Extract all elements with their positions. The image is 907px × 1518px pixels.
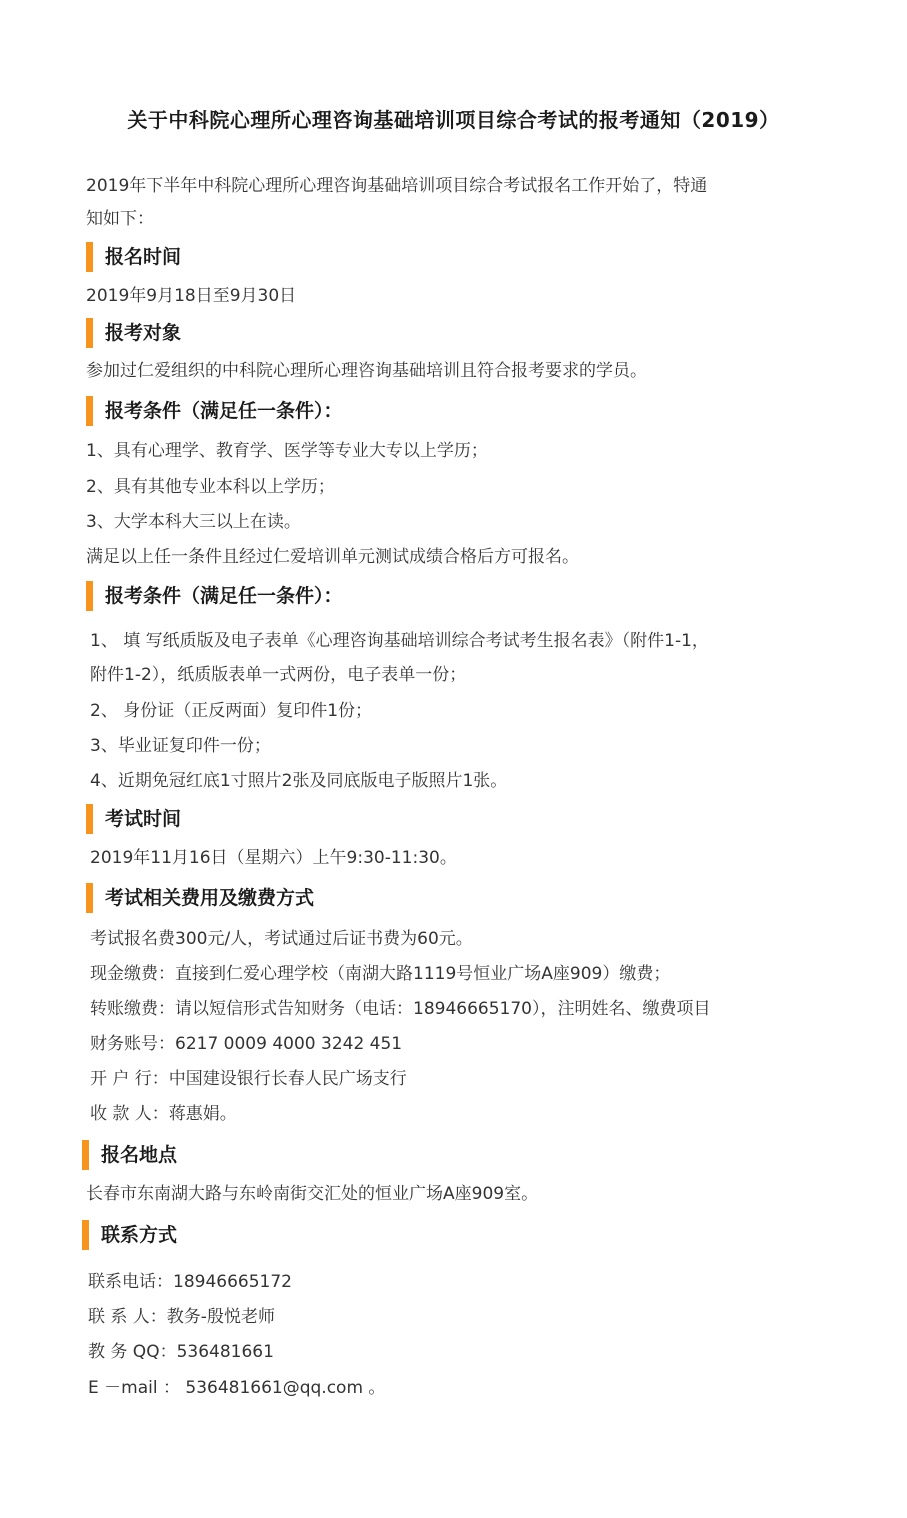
heading-text: 报考条件（满足任一条件）： (105, 585, 343, 607)
contact-line: 教 务 QQ：536481661 (88, 1342, 274, 1362)
heading-text: 报名时间 (105, 246, 182, 268)
heading-accent-bar (86, 804, 93, 834)
time-line: 2019年9月18日至9月30日 (86, 286, 297, 306)
fees-line: 财务账号：6217 0009 4000 3242 451 (90, 1034, 403, 1054)
materials-line: 附件1-2），纸质版表单一式两份，电子表单一份； (90, 665, 467, 685)
materials-line: 1、 填 写纸质版及电子表单《心理咨询基础培训综合考试考生报名表》（附件1-1， (90, 631, 709, 651)
contact-line: 联系电话：18946665172 (88, 1272, 292, 1292)
heading-accent-bar (82, 1140, 89, 1170)
heading-text: 联系方式 (101, 1224, 178, 1246)
materials-line: 3、毕业证复印件一份； (90, 736, 271, 756)
heading-accent-bar (86, 242, 93, 272)
heading-text: 报名地点 (101, 1144, 178, 1166)
heading-text: 报考对象 (105, 322, 182, 344)
contact-line: E －mail ： 536481661@qq.com 。 (88, 1378, 386, 1398)
exam-line: 2019年11月16日（星期六）上午9:30-11:30。 (90, 848, 457, 868)
materials-line: 4、近期免冠红底1寸照片2张及同底版电子版照片1张。 (90, 771, 508, 791)
heading-accent-bar (86, 581, 93, 611)
fees-line: 转账缴费：请以短信形式告知财务（电话：18946665170），注明姓名、缴费项目 (90, 999, 711, 1019)
heading-accent-bar (86, 396, 93, 426)
fees-line: 现金缴费：直接到仁爱心理学校（南湖大路1119号恒业广场A座909）缴费； (90, 964, 671, 984)
heading-text: 报考条件（满足任一条件）： (105, 400, 343, 422)
heading-accent-bar (86, 883, 93, 913)
heading-accent-bar (82, 1220, 89, 1250)
materials-line: 2、 身份证（正反两面）复印件1份； (90, 701, 373, 721)
heading-text: 考试时间 (105, 808, 182, 830)
conditions-line: 3、大学本科大三以上在读。 (86, 512, 301, 532)
intro-line: 知如下： (86, 209, 154, 229)
heading-accent-bar (86, 318, 93, 348)
conditions-line: 满足以上任一条件且经过仁爱培训单元测试成绩合格后方可报名。 (86, 547, 579, 567)
fees-line: 开 户 行：中国建设银行长春人民广场支行 (90, 1069, 407, 1089)
page-title: 关于中科院心理所心理咨询基础培训项目综合考试的报考通知（2019） (127, 108, 780, 132)
conditions-line: 2、具有其他专业本科以上学历； (86, 477, 335, 497)
fees-line: 考试报名费300元/人，考试通过后证书费为60元。 (90, 929, 473, 949)
target-line: 参加过仁爱组织的中科院心理所心理咨询基础培训且符合报考要求的学员。 (86, 361, 647, 381)
intro-line: 2019年下半年中科院心理所心理咨询基础培训项目综合考试报名工作开始了，特通 (86, 176, 708, 196)
fees-line: 收 款 人：蒋惠娟。 (90, 1104, 237, 1124)
location-line: 长春市东南湖大路与东岭南街交汇处的恒业广场A座909室。 (86, 1184, 539, 1204)
contact-line: 联 系 人：教务-殷悦老师 (88, 1307, 275, 1327)
heading-text: 考试相关费用及缴费方式 (105, 887, 315, 909)
conditions-line: 1、具有心理学、教育学、医学等专业大专以上学历； (86, 441, 488, 461)
